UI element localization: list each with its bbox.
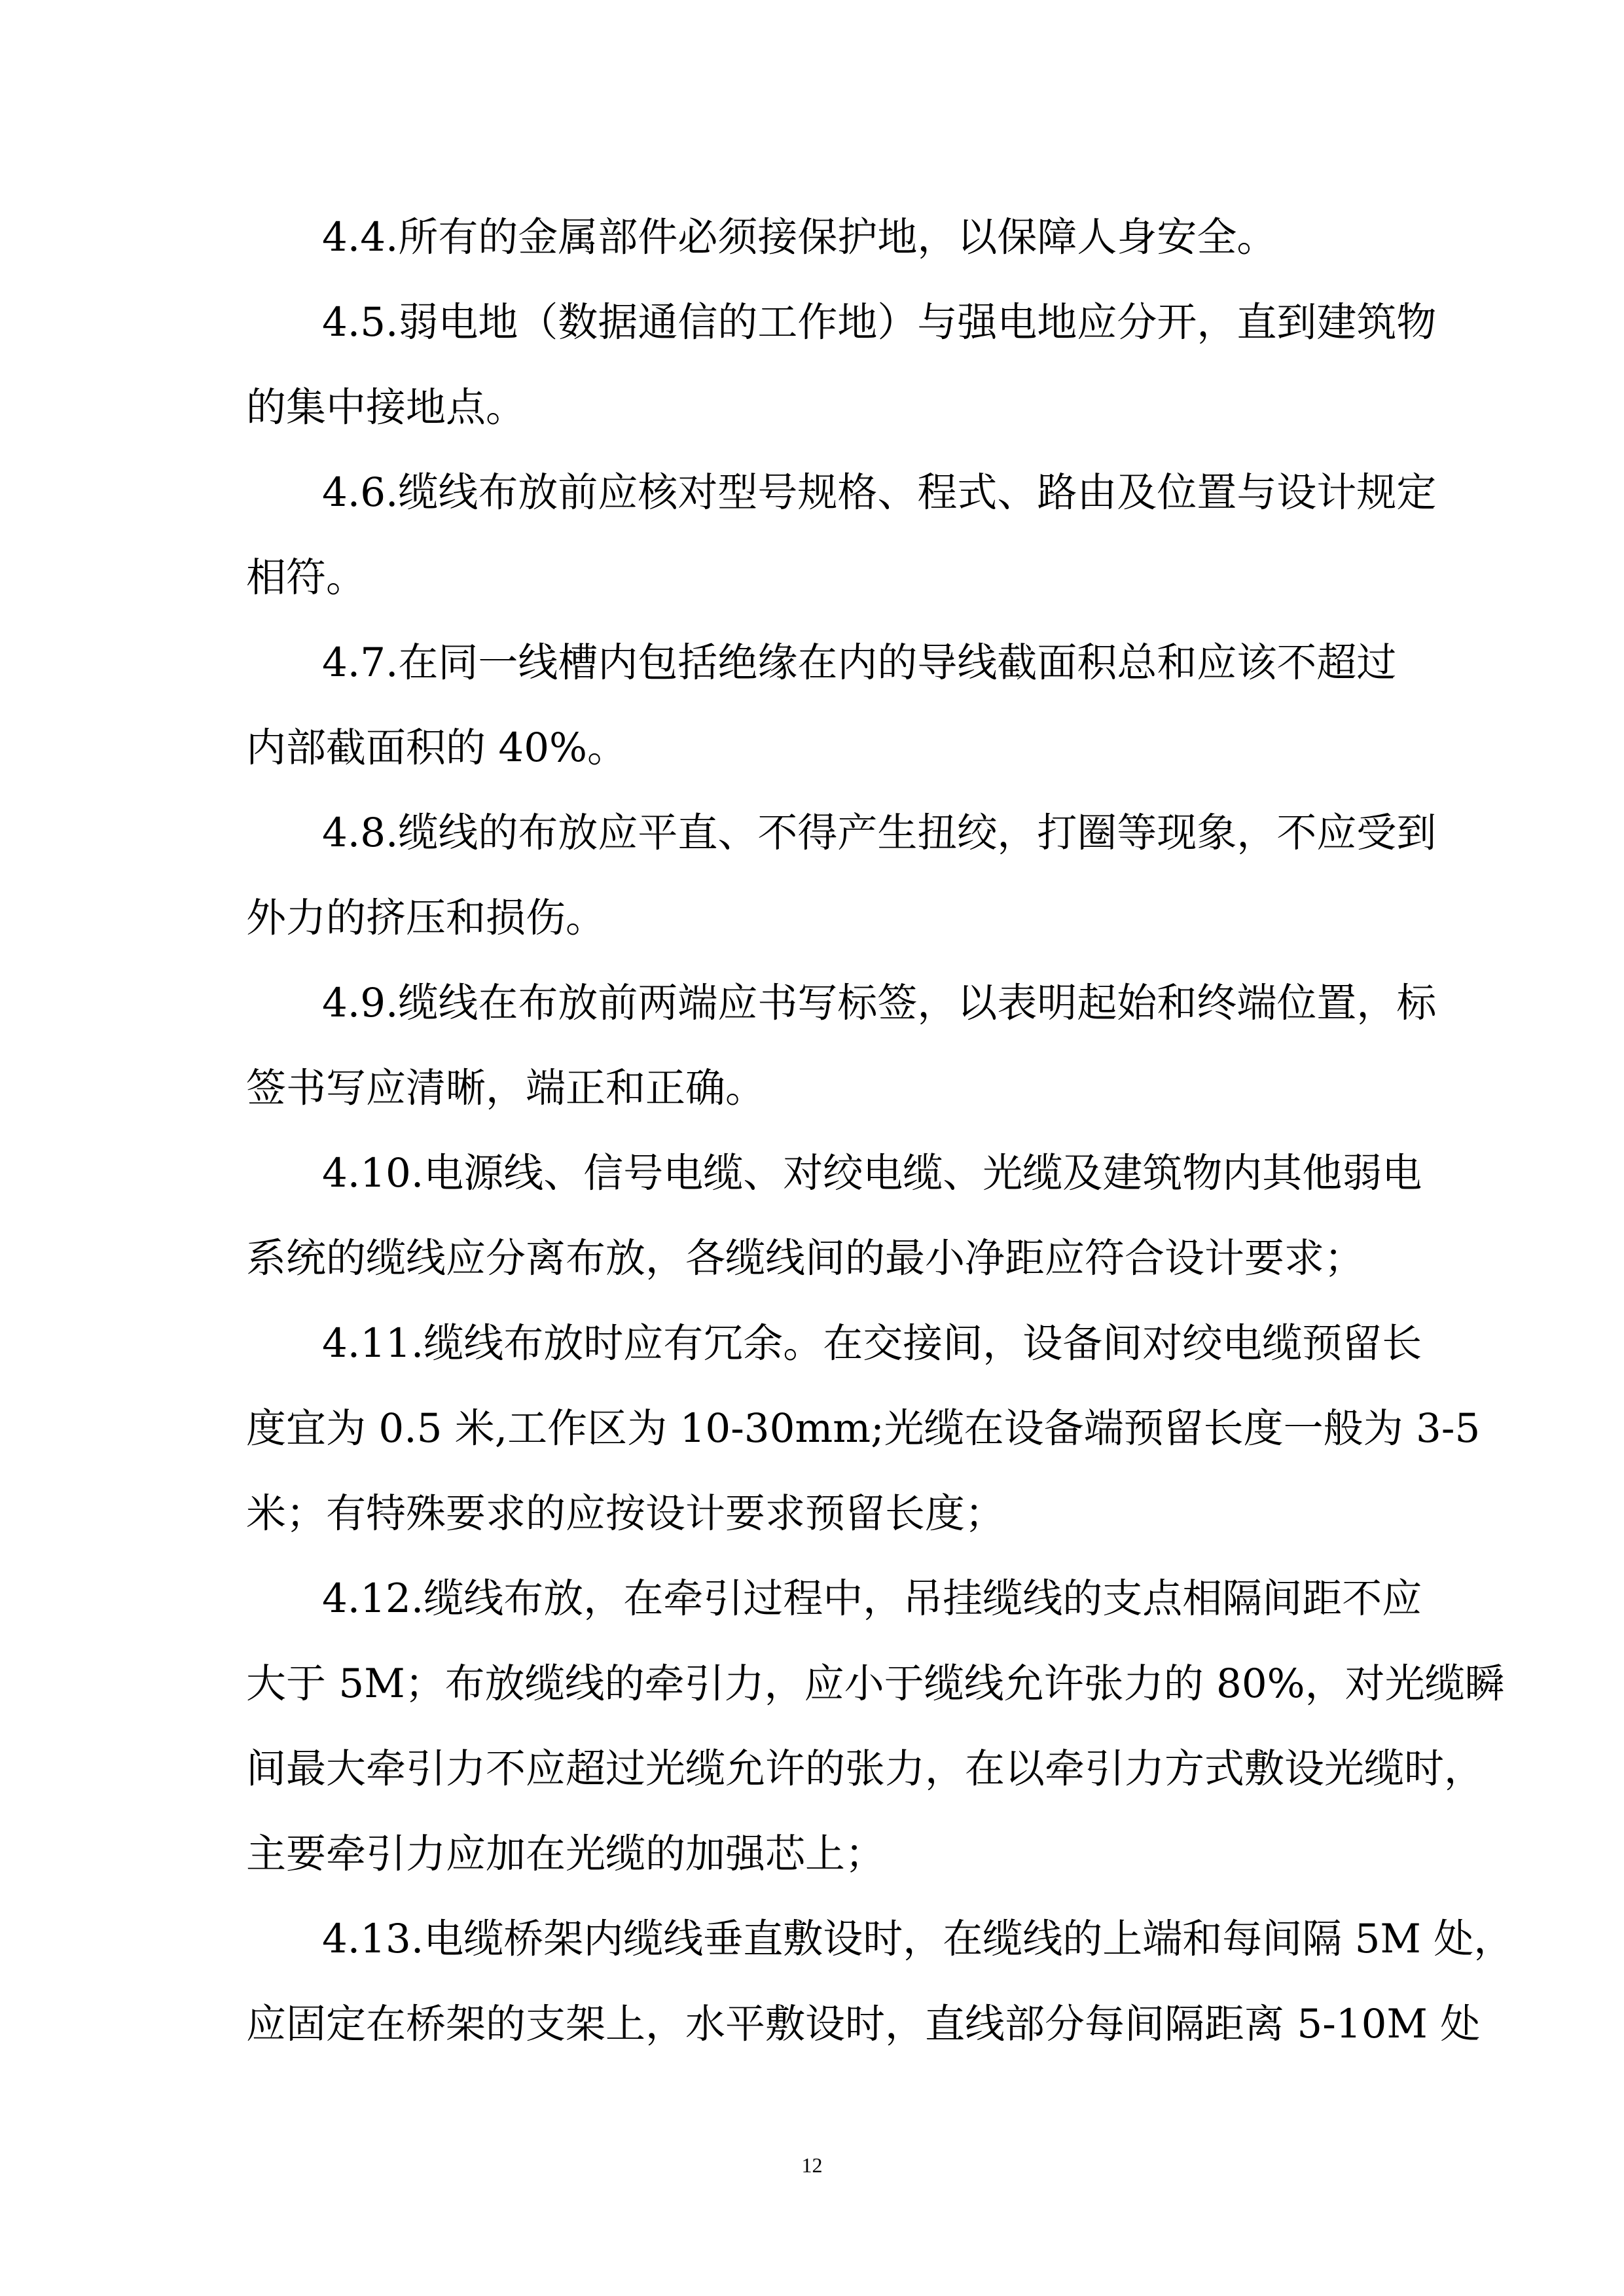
text-line: 主要牵引力应加在光缆的加强芯上； [246,1831,886,1877]
paragraph [246,450,1437,620]
paragraph [246,1897,1514,2067]
text-line: 4.5.弱电地（数据通信的工作地）与强电地应分开，直到建筑物 [322,299,1437,346]
text-line: 系统的缆线应分离布放，各缆线间的最小净距应符合设计要求； [246,1235,1365,1282]
text-line: 米；有特殊要求的应按设计要求预留长度； [246,1490,1005,1537]
text-line: 大于 5M；布放缆线的牵引力，应小于缆线允许张力的 80%，对光缆瞬 [246,1660,1505,1707]
text-line: 4.7.在同一线槽内包括绝缘在内的导线截面积总和应该不超过 [322,639,1397,686]
paragraph [246,280,1437,450]
text-line: 相符。 [246,554,367,601]
text-line: 内部截面积的 40%。 [246,725,627,771]
paragraph [246,791,1437,961]
text-line: 应固定在桥架的支架上，水平敷设时，直线部分每间隔距离 5-10M 处 [246,2001,1481,2047]
text-line: 外力的挤压和损伤。 [246,895,606,941]
text-line: 的集中接地点。 [246,384,526,431]
text-line: 4.12.缆线布放，在牵引过程中，吊挂缆线的支点相隔间距不应 [322,1575,1422,1622]
page-number: 12 [801,2153,823,2177]
text-line: 4.9.缆线在布放前两端应书写标签，以表明起始和终端位置，标 [322,980,1437,1026]
paragraph [246,1301,1481,1556]
paragraph [246,1556,1505,1897]
text-line: 度宜为 0.5 米,工作区为 10-30mm;光缆在设备端预留长度一般为 3-5 [246,1405,1481,1452]
text-line: 4.10.电源线、信号电缆、对绞电缆、光缆及建筑物内其他弱电 [322,1150,1422,1196]
paragraph [246,195,1388,280]
paragraph [246,1131,1422,1301]
paragraph [246,961,1437,1131]
paragraph [246,620,1397,791]
text-line: 4.8.缆线的布放应平直、不得产生扭绞，打圈等现象，不应受到 [322,810,1437,856]
text-line: 4.6.缆线布放前应核对型号规格、程式、路由及位置与设计规定 [322,469,1437,516]
text-line: 4.11.缆线布放时应有冗余。在交接间，设备间对绞电缆预留长 [322,1320,1422,1367]
document-body [246,195,1514,2067]
text-line: 4.4.所有的金属部件必须接保护地，以保障人身安全。 [322,214,1277,260]
text-line: 4.13.电缆桥架内缆线垂直敷设时，在缆线的上端和每间隔 5M 处， [322,1916,1514,1962]
text-line: 间最大牵引力不应超过光缆允许的张力，在以牵引力方式敷设光缆时， [246,1746,1485,1792]
text-line: 签书写应清晰，端正和正确。 [246,1065,766,1111]
